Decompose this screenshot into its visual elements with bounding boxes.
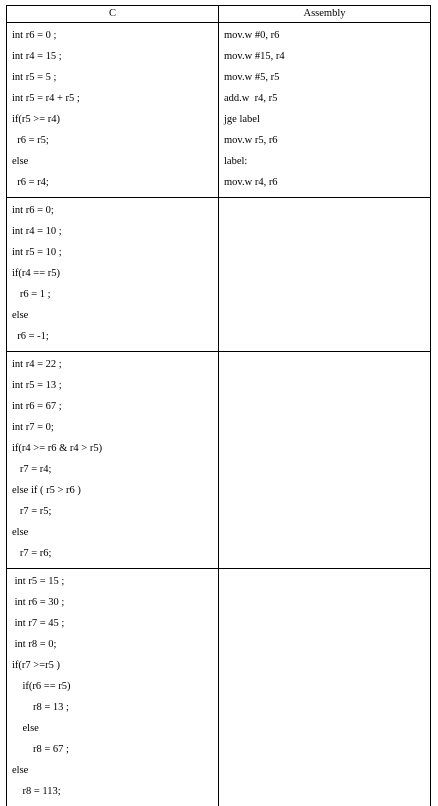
c-code-line: int r7 = 45 ;: [12, 613, 218, 634]
c-code-line: else if ( r5 > r6 ): [12, 480, 218, 501]
assembly-code-cell-empty[interactable]: [219, 569, 431, 806]
c-code-line: int r5 = 5 ;: [12, 67, 218, 88]
c-code-line: else: [12, 760, 218, 781]
c-code-line: int r5 = 15 ;: [12, 571, 218, 592]
c-code-line: r8 = 67 ;: [12, 739, 218, 760]
c-code-line: else: [12, 718, 218, 739]
c-code-line: int r5 = r4 + r5 ;: [12, 88, 218, 109]
assembly-code-cell-empty[interactable]: [219, 352, 431, 569]
asm-code-line: mov.w #5, r5: [224, 67, 430, 88]
c-code-cell: [7, 23, 219, 198]
code-block-row: [7, 198, 431, 352]
c-code-line: r6 = r5;: [12, 130, 218, 151]
c-code-line: r7 = r5;: [12, 501, 218, 522]
c-code-line: int r5 = 13 ;: [12, 375, 218, 396]
c-column-header: C: [7, 6, 219, 23]
c-code-line: if(r7 >=r5 ): [12, 655, 218, 676]
code-block-row: [7, 23, 431, 198]
assembly-code-cell: [219, 23, 431, 198]
asm-code-line: jge label: [224, 109, 430, 130]
c-code-line: if(r4 >= r6 & r4 > r5): [12, 438, 218, 459]
assembly-column-header: Assembly: [219, 6, 431, 23]
c-code-line: int r6 = 67 ;: [12, 396, 218, 417]
c-code-line: r8 = 113;: [12, 781, 218, 802]
c-code-line: int r4 = 10 ;: [12, 221, 218, 242]
asm-code-line: add.w r4, r5: [224, 88, 430, 109]
c-code-line: r6 = r4;: [12, 172, 218, 193]
asm-code-line: mov.w r4, r6: [224, 172, 430, 193]
c-code-line: else: [12, 305, 218, 326]
c-code-line: int r6 = 30 ;: [12, 592, 218, 613]
c-code-line: int r7 = 0;: [12, 417, 218, 438]
c-code-line: int r5 = 10 ;: [12, 242, 218, 263]
c-code-line: int r4 = 15 ;: [12, 46, 218, 67]
c-code-line: int r6 = 0;: [12, 200, 218, 221]
code-comparison-table: [6, 5, 431, 806]
c-code-line: r6 = 1 ;: [12, 284, 218, 305]
c-code-line: if(r6 == r5): [12, 676, 218, 697]
c-code-line: else: [12, 522, 218, 543]
c-code-line: r7 = r6;: [12, 543, 218, 564]
asm-code-line: mov.w r5, r6: [224, 130, 430, 151]
header-row: [7, 6, 431, 23]
c-code-line: r6 = -1;: [12, 326, 218, 347]
c-code-line: int r8 = 0;: [12, 634, 218, 655]
c-code-line: int r6 = 0 ;: [12, 25, 218, 46]
c-code-line: int r4 = 22 ;: [12, 354, 218, 375]
c-code-cell: [7, 198, 219, 352]
assembly-code-cell-empty[interactable]: [219, 198, 431, 352]
code-block-row: [7, 352, 431, 569]
c-code-cell: [7, 352, 219, 569]
asm-code-line: mov.w #15, r4: [224, 46, 430, 67]
c-code-line: r8 = 13 ;: [12, 697, 218, 718]
c-code-line: if(r5 >= r4): [12, 109, 218, 130]
c-code-line: r7 = r4;: [12, 459, 218, 480]
asm-code-line: label:: [224, 151, 430, 172]
code-block-row: [7, 569, 431, 806]
c-code-line: if(r4 == r5): [12, 263, 218, 284]
asm-code-line: mov.w #0, r6: [224, 25, 430, 46]
c-code-cell: [7, 569, 219, 806]
c-code-line: else: [12, 151, 218, 172]
